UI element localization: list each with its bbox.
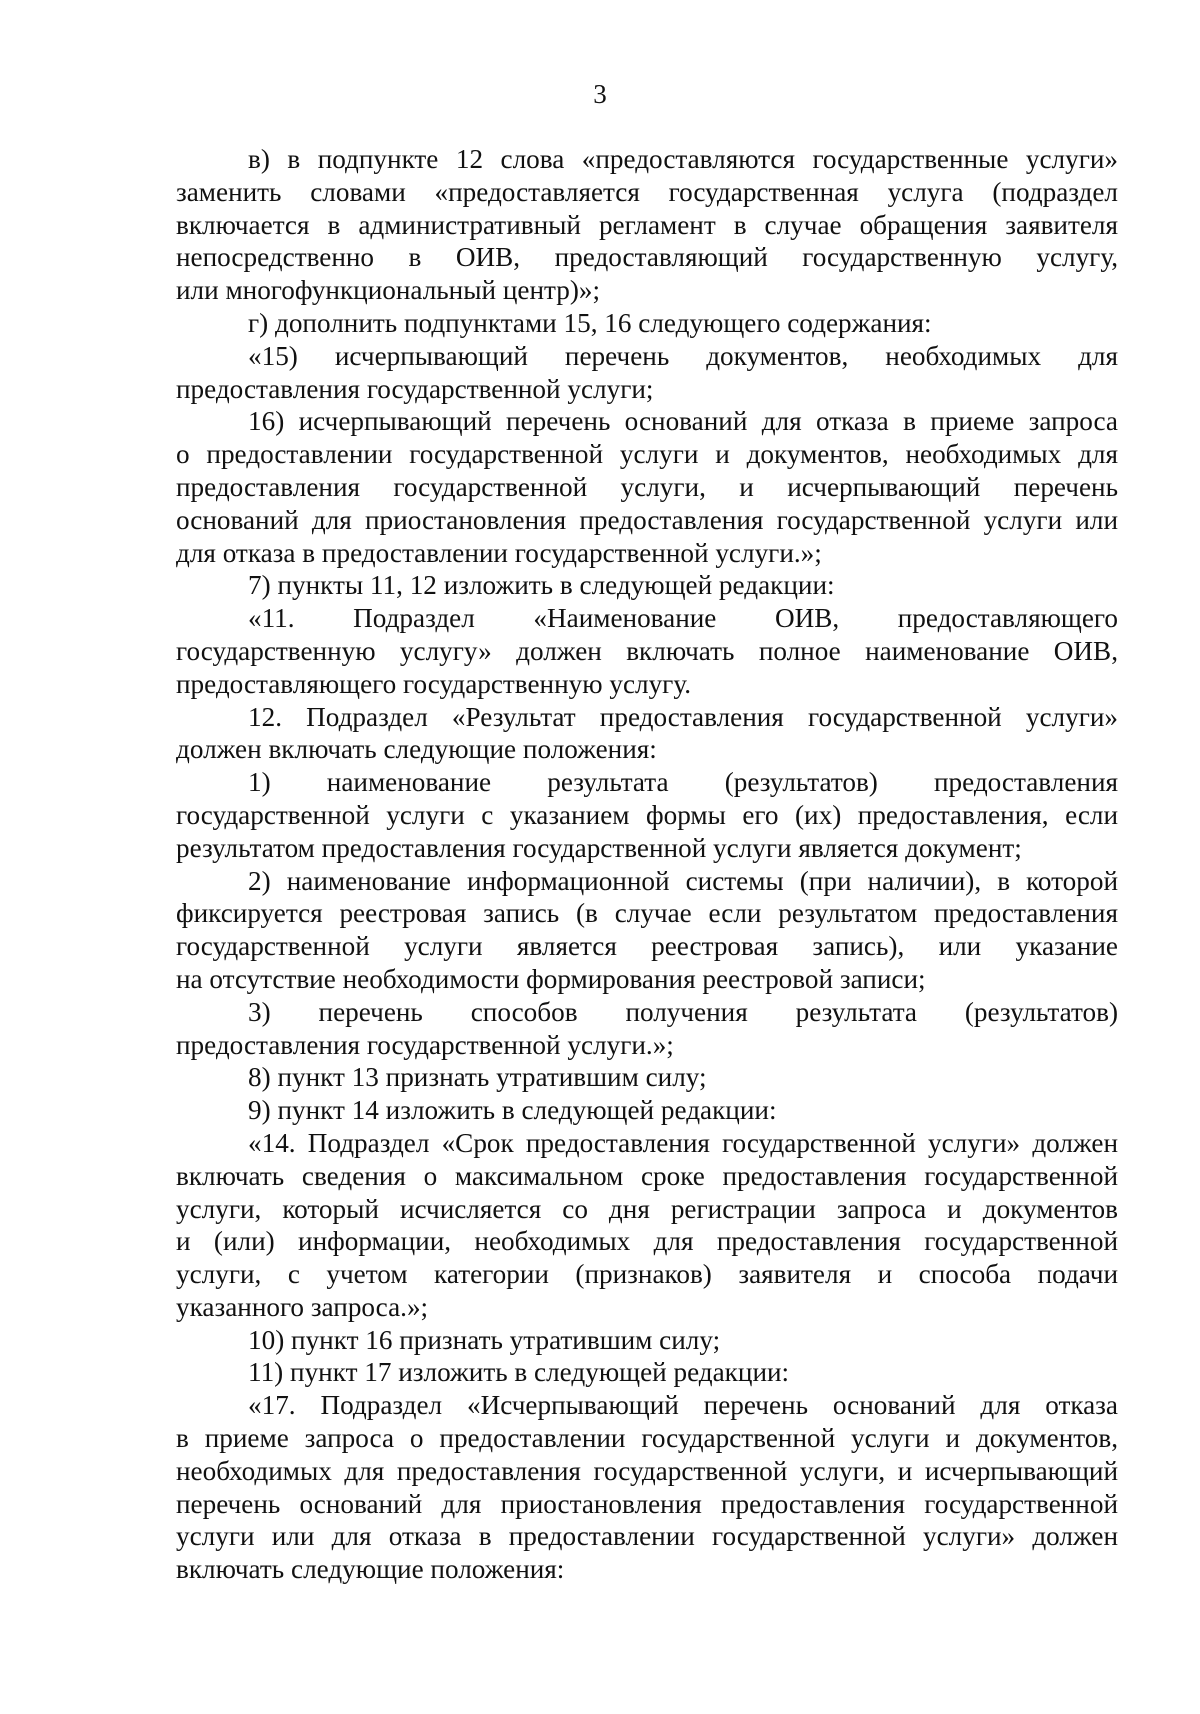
text-line: в приеме запроса о предоставлении государственной услуги и документов, <box>176 1423 1118 1454</box>
text-line: перечень оснований для приостановления предоставления государственной <box>176 1488 1118 1519</box>
document-body <box>176 143 1118 1586</box>
paragraph <box>176 1127 1118 1324</box>
text-line: «11. Подраздел «Наименование ОИВ, предоставляющего <box>248 603 1118 634</box>
paragraph <box>176 569 1118 602</box>
text-line: «17. Подраздел «Исчерпывающий перечень оснований для отказа <box>248 1390 1118 1421</box>
text-line: в) в подпункте 12 слова «предоставляются государственные услуги» <box>248 144 1118 174</box>
text-line: услуги, который исчисляется со дня регистрации запроса и документов <box>176 1193 1118 1224</box>
text-line: включать следующие положения: <box>176 1554 565 1585</box>
text-line: 7) пункты 11, 12 изложить в следующей редакции: <box>248 570 835 601</box>
text-line: 2) наименование информационной системы (при наличии), в которой <box>248 865 1118 896</box>
paragraph <box>176 1389 1118 1586</box>
text-line: государственной услуги с указанием формы его (их) предоставления, если <box>176 799 1118 830</box>
page-number: 3 <box>593 79 607 109</box>
text-line: заменить словами «предоставляется государственная услуга (подраздел <box>176 176 1118 207</box>
text-line: «15) исчерпывающий перечень документов, необходимых для <box>248 340 1118 371</box>
paragraph <box>176 340 1118 406</box>
paragraph <box>176 602 1118 700</box>
paragraph <box>176 307 1118 340</box>
text-line: 8) пункт 13 признать утратившим силу; <box>248 1062 707 1093</box>
text-line: фиксируется реестровая запись (в случае если результатом предоставления <box>176 898 1118 929</box>
text-line: необходимых для предоставления государственной услуги, и исчерпывающий <box>176 1455 1118 1486</box>
paragraph <box>176 701 1118 767</box>
paragraph <box>176 405 1118 569</box>
paragraph <box>176 996 1118 1062</box>
text-line: для отказа в предоставлении государственной услуги.»; <box>176 537 822 568</box>
text-line: 1) наименование результата (результатов) предоставления <box>248 767 1118 798</box>
text-line: включается в административный регламент в случае обращения заявителя <box>176 209 1118 240</box>
paragraph <box>176 1324 1118 1357</box>
text-line: 16) исчерпывающий перечень оснований для отказа в приеме запроса <box>248 406 1118 437</box>
text-line: о предоставлении государственной услуги и документов, необходимых для <box>176 439 1118 470</box>
text-line: или многофункциональный центр)»; <box>176 275 601 306</box>
text-line: 9) пункт 14 изложить в следующей редакции: <box>248 1095 777 1126</box>
paragraph <box>176 865 1118 996</box>
paragraph <box>176 143 1118 307</box>
text-line: предоставления государственной услуги, и исчерпывающий перечень <box>176 471 1118 502</box>
text-line: 12. Подраздел «Результат предоставления государственной услуги» <box>248 701 1118 732</box>
text-line: и (или) информации, необходимых для предоставления государственной <box>176 1226 1118 1257</box>
text-line: включать сведения о максимальном сроке предоставления государственной <box>176 1160 1118 1191</box>
paragraph <box>176 1061 1118 1094</box>
text-line: непосредственно в ОИВ, предоставляющий государственную услугу, <box>176 242 1118 273</box>
text-line: указанного запроса.»; <box>176 1291 429 1322</box>
text-line: 11) пункт 17 изложить в следующей редакции: <box>248 1357 790 1388</box>
text-line: 10) пункт 16 признать утратившим силу; <box>248 1324 721 1355</box>
text-line: г) дополнить подпунктами 15, 16 следующего содержания: <box>248 307 932 338</box>
text-line: государственную услугу» должен включать полное наименование ОИВ, <box>176 635 1118 666</box>
text-line: услуги или для отказа в предоставлении государственной услуги» должен <box>176 1521 1118 1552</box>
text-line: оснований для приостановления предоставления государственной услуги или <box>176 504 1118 535</box>
text-line: предоставляющего государственную услугу. <box>176 668 691 699</box>
text-line: 3) перечень способов получения результата (результатов) <box>248 996 1118 1027</box>
text-line: услуги, с учетом категории (признаков) заявителя и способа подачи <box>176 1259 1118 1290</box>
text-line: «14. Подраздел «Срок предоставления государственной услуги» должен <box>248 1127 1118 1158</box>
paragraph <box>176 1356 1118 1389</box>
text-line: должен включать следующие положения: <box>176 734 657 765</box>
paragraph <box>176 766 1118 864</box>
text-line: предоставления государственной услуги; <box>176 373 654 404</box>
paragraph <box>176 1094 1118 1127</box>
text-line: результатом предоставления государственной услуги является документ; <box>176 832 1022 863</box>
text-line: на отсутствие необходимости формирования реестровой записи; <box>176 963 926 994</box>
text-line: предоставления государственной услуги.»; <box>176 1029 674 1060</box>
text-line: государственной услуги является реестровая запись), или указание <box>176 931 1118 962</box>
